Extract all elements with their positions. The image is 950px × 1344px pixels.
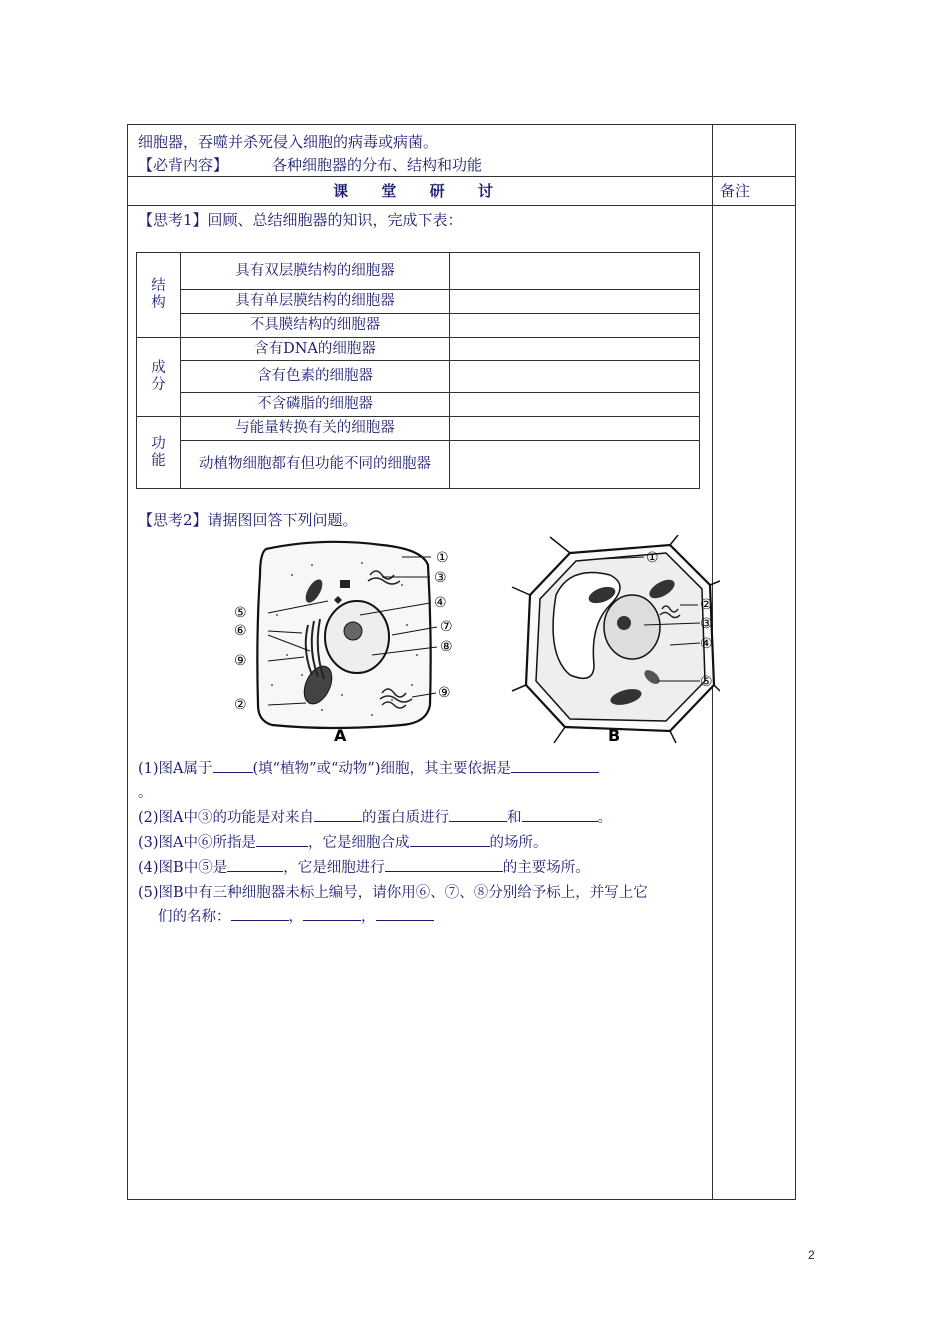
section-title: 课 堂 研 讨 (333, 182, 507, 200)
answer-cell[interactable] (450, 253, 700, 290)
answer-cell[interactable] (450, 290, 700, 314)
question-1: (1)图A属于 (填“植物”或“动物”)细胞，其主要依据是 (138, 757, 599, 778)
answer-blank[interactable] (256, 833, 308, 847)
question-2: (2)图A中③的功能是对来自 的蛋白质进行 和 。 (138, 810, 613, 826)
label-num: ⑧ (440, 639, 453, 655)
question-3: (3)图A中⑥所指是 ，它是细胞合成 的场所。 (138, 835, 548, 851)
row-label: 不具膜结构的细胞器 (181, 314, 450, 338)
answer-cell[interactable] (450, 361, 700, 393)
answer-blank[interactable] (385, 858, 503, 872)
label-num: ⑨ (438, 685, 451, 701)
answer-cell[interactable] (450, 417, 700, 441)
think1-prompt: 【思考1】回顾、总结细胞器的知识，完成下表： (138, 211, 463, 229)
answer-cell[interactable] (450, 393, 700, 417)
row-label: 具有双层膜结构的细胞器 (181, 253, 450, 290)
label-num: ② (700, 597, 713, 613)
label-num: ③ (434, 570, 447, 586)
question-1-end: 。 (138, 785, 153, 801)
row-label: 不含磷脂的细胞器 (181, 393, 450, 417)
answer-blank[interactable] (213, 759, 253, 773)
page-number: 2 (808, 1248, 815, 1262)
bibei-content: 各种细胞器的分布、结构和功能 (272, 156, 483, 174)
label-num: ④ (700, 636, 713, 652)
top-line: 细胞器，吞噬并杀死侵入细胞的病毒或病菌。 (138, 133, 439, 151)
answer-blank[interactable] (376, 907, 434, 921)
answer-blank[interactable] (231, 907, 289, 921)
row-label: 具有单层膜结构的细胞器 (181, 290, 450, 314)
label-num: ⑤ (700, 674, 713, 690)
organelle-table (136, 252, 700, 489)
label-num: ⑤ (234, 605, 247, 621)
think2-prompt: 【思考2】请据图回答下列问题。 (138, 511, 358, 529)
answer-blank[interactable] (227, 858, 283, 872)
answer-blank[interactable] (410, 833, 490, 847)
row-label: 含有DNA的细胞器 (181, 338, 450, 361)
answer-blank[interactable] (303, 907, 361, 921)
figure-a-label: A (334, 726, 347, 745)
label-num: ② (234, 697, 247, 713)
category-composition: 成分 (137, 338, 181, 417)
notes-header: 备注 (720, 182, 751, 200)
label-num: ⑨ (234, 653, 247, 669)
question-5: (5)图B中有三种细胞器未标上编号，请你用⑥、⑦、⑧分别给予标上，并写上它 (138, 885, 648, 901)
label-num: ⑥ (234, 623, 247, 639)
answer-blank[interactable] (511, 759, 599, 773)
question-4: (4)图B中⑤是 ，它是细胞进行 的主要场所。 (138, 860, 590, 876)
category-function: 功能 (137, 417, 181, 489)
category-structure: 结构 (137, 253, 181, 338)
figure-b-label: B (608, 726, 621, 745)
answer-blank[interactable] (522, 808, 598, 822)
answer-cell[interactable] (450, 441, 700, 489)
answer-cell[interactable] (450, 314, 700, 338)
label-num: ① (436, 550, 449, 566)
answer-cell[interactable] (450, 338, 700, 361)
worksheet-frame (127, 124, 796, 1200)
label-num: ① (646, 550, 659, 566)
plant-cell-figure (510, 535, 720, 745)
answer-blank[interactable] (449, 808, 507, 822)
question-5-cont: 们的名称： ， ， (158, 905, 434, 926)
bibei-label: 【必背内容】 (138, 156, 229, 174)
row-label: 与能量转换有关的细胞器 (181, 417, 450, 441)
row-label: 动植物细胞都有但功能不同的细胞器 (181, 441, 450, 489)
label-num: ④ (434, 595, 447, 611)
label-num: ⑦ (440, 619, 453, 635)
answer-blank[interactable] (314, 808, 362, 822)
label-num: ③ (700, 616, 713, 632)
animal-cell-figure (232, 535, 462, 745)
row-label: 含有色素的细胞器 (181, 361, 450, 393)
